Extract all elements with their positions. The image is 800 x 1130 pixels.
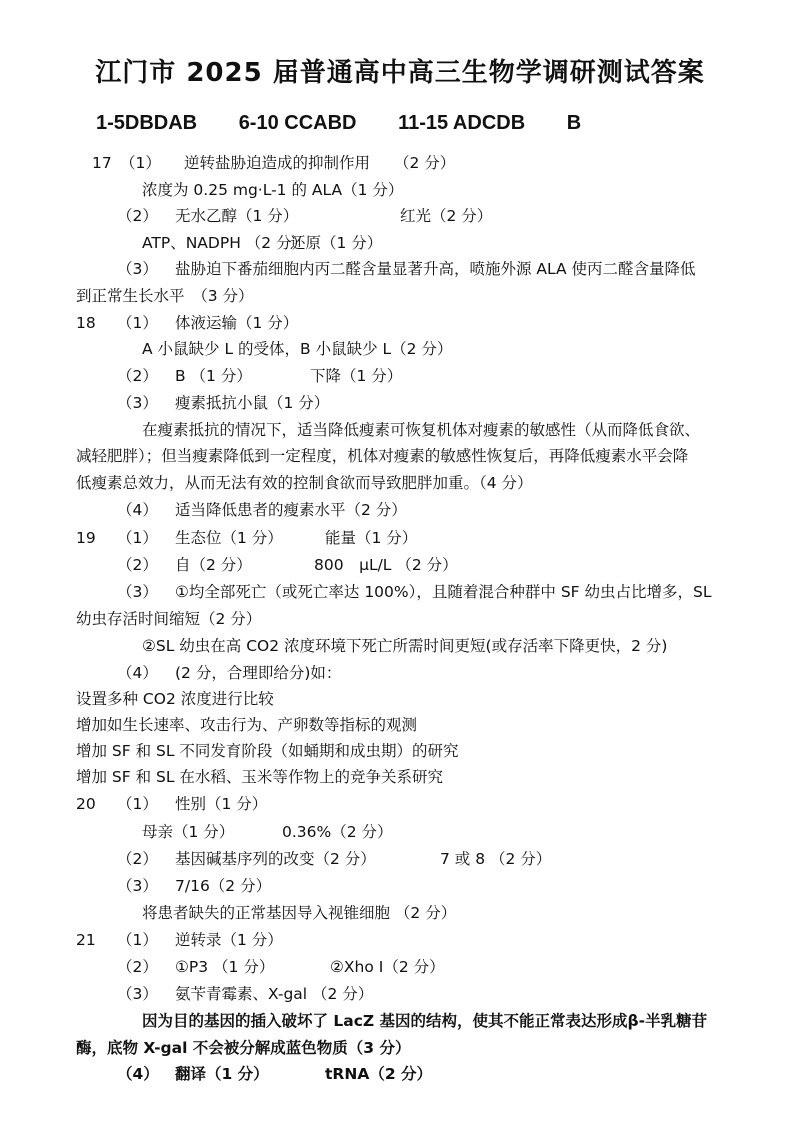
answer-line bbox=[76, 609, 261, 629]
answer-text: ①均全部死亡（或死亡率达 100%），且随着混合种群中 SF 幼虫占比增多，SL bbox=[175, 583, 712, 601]
answer-text: B （1 分） bbox=[175, 367, 252, 385]
answer-text-2: 红光（2 分） bbox=[400, 207, 493, 225]
answer-text-2: 能量（1 分） bbox=[325, 529, 418, 547]
answer-text: 因为目的基因的插入破坏了 LacZ 基因的结构，使其不能正常表达形成β-半乳糖苷 bbox=[142, 1012, 708, 1030]
sub-question: （2） bbox=[117, 207, 158, 225]
answer-text: (2 分，合理即给分)如： bbox=[175, 664, 342, 682]
sub-question: （1） bbox=[117, 529, 158, 547]
answer-text: 逆转盐胁迫造成的抑制作用 bbox=[184, 154, 371, 172]
mc-answer-6-10: 6-10 CCABD bbox=[238, 112, 357, 134]
answer-text: 设置多种 CO2 浓度进行比较 bbox=[76, 690, 274, 708]
answer-line bbox=[76, 767, 443, 787]
answer-text: A 小鼠缺少 L 的受体，B 小鼠缺少 L（2 分） bbox=[142, 340, 453, 358]
sub-question: （1） bbox=[117, 795, 158, 813]
sub-question: （3） bbox=[117, 583, 158, 601]
answer-text: 体液运输（1 分） bbox=[175, 314, 299, 332]
question-number: 20 bbox=[76, 795, 96, 813]
answer-text: 适当降低患者的瘦素水平（2 分） bbox=[175, 501, 407, 519]
question-number: 19 bbox=[76, 529, 96, 547]
score-text: （2 分） bbox=[394, 154, 456, 172]
answer-text: 瘦素抵抗小鼠（1 分） bbox=[175, 394, 330, 412]
answer-text: 自（2 分） bbox=[175, 556, 252, 574]
answer-line bbox=[142, 420, 700, 440]
sub-question: （4） bbox=[117, 664, 158, 682]
sub-question: （3） bbox=[117, 985, 158, 1003]
answer-line bbox=[76, 715, 417, 735]
sub-question: （2） bbox=[117, 556, 158, 574]
multiple-choice-answers bbox=[96, 112, 617, 135]
sub-question: （3） bbox=[117, 394, 158, 412]
mc-answer-11-15: 11-15 ADCDB bbox=[398, 112, 526, 134]
answer-line bbox=[76, 286, 254, 306]
sub-question: （2） bbox=[117, 850, 158, 868]
mc-answer-1-5: 1-5DBDAB bbox=[96, 112, 198, 134]
answer-line bbox=[142, 636, 667, 656]
answer-text-2: tRNA（2 分） bbox=[325, 1065, 432, 1083]
answer-text: 浓度为 0.25 mg·L-1 的 ALA（1 分） bbox=[142, 181, 404, 199]
answer-text: ATP、NADPH （2 分） bbox=[142, 234, 308, 252]
answer-text-2: 0.36%（2 分） bbox=[282, 823, 393, 841]
sub-question: （2） bbox=[117, 367, 158, 385]
answer-text: 在瘦素抵抗的情况下，适当降低瘦素可恢复机体对瘦素的敏感性（从而降低食欲、 bbox=[142, 421, 701, 439]
answer-text: ①P3 （1 分） bbox=[175, 958, 275, 976]
answer-text-2: 还原（1 分） bbox=[290, 234, 383, 252]
answer-text: 生态位（1 分） bbox=[175, 529, 283, 547]
sub-question: （3） bbox=[117, 260, 158, 278]
page-title: 江门市 2025 届普通高中高三生物学调研测试答案 bbox=[95, 58, 705, 88]
answer-text: ②SL 幼虫在高 CO2 浓度环境下死亡所需时间更短(或存活率下降更快，2 分) bbox=[142, 637, 668, 655]
answer-text-2: 800 μL/L （2 分） bbox=[314, 556, 458, 574]
answer-text: 盐胁迫下番茄细胞内丙二醛含量显著升高，喷施外源 ALA 使丙二醛含量降低 bbox=[175, 260, 696, 278]
answer-line bbox=[142, 903, 456, 923]
mc-answer-16: B bbox=[566, 112, 582, 134]
answer-text: 母亲（1 分） bbox=[142, 823, 235, 841]
answer-text: 幼虫存活时间缩短（2 分） bbox=[76, 610, 262, 628]
sub-question: （3） bbox=[117, 877, 158, 895]
answer-line bbox=[76, 1038, 410, 1058]
sub-question: （1） bbox=[117, 931, 158, 949]
answer-text: 低瘦素总效力，从而无法有效的控制食欲而导致肥胖加重。（4 分） bbox=[76, 474, 533, 492]
answer-text-2: ②Xho I（2 分） bbox=[330, 958, 445, 976]
answer-line bbox=[142, 1011, 707, 1031]
answer-line bbox=[76, 446, 688, 466]
sub-question: （1） bbox=[117, 314, 158, 332]
sub-question: （4） bbox=[117, 501, 158, 519]
answer-text-2: 下降（1 分） bbox=[310, 367, 403, 385]
answer-text: 逆转录（1 分） bbox=[175, 931, 283, 949]
answer-line bbox=[76, 689, 274, 709]
question-number: 21 bbox=[76, 931, 96, 949]
sub-question: （4） bbox=[117, 1065, 159, 1083]
answer-line bbox=[76, 473, 533, 493]
answer-text: 到正常生长水平 （3 分） bbox=[76, 287, 254, 305]
answer-text: 增加如生长速率、攻击行为、产卵数等指标的观测 bbox=[76, 716, 418, 734]
answer-text: 无水乙醇（1 分） bbox=[175, 207, 299, 225]
answer-line bbox=[76, 741, 458, 761]
sub-question: （2） bbox=[117, 958, 158, 976]
answer-line bbox=[142, 180, 403, 200]
answer-text: 性别（1 分） bbox=[175, 795, 268, 813]
answer-text: 减轻肥胖）；但当瘦素降低到一定程度，机体对瘦素的敏感性恢复后，再降低瘦素水平会降 bbox=[76, 447, 689, 465]
answer-line bbox=[142, 339, 452, 359]
answer-text: 翻译（1 分） bbox=[175, 1065, 269, 1083]
answer-text: 酶，底物 X-gal 不会被分解成蓝色物质（3 分） bbox=[76, 1039, 411, 1057]
answer-text: 氨苄青霉素、X-gal （2 分） bbox=[175, 985, 374, 1003]
answer-text-2: 7 或 8 （2 分） bbox=[440, 850, 552, 868]
answer-text: 将患者缺失的正常基因导入视锥细胞 （2 分） bbox=[142, 904, 457, 922]
question-number: 17 bbox=[92, 154, 112, 172]
answer-text: 增加 SF 和 SL 不同发育阶段（如蛹期和成虫期）的研究 bbox=[76, 742, 459, 760]
answer-text: 7/16（2 分） bbox=[175, 877, 272, 895]
sub-question: （1） bbox=[120, 154, 161, 172]
answer-text: 增加 SF 和 SL 在水稻、玉米等作物上的竞争关系研究 bbox=[76, 768, 443, 786]
answer-text: 基因碱基序列的改变（2 分） bbox=[175, 850, 376, 868]
question-number: 18 bbox=[76, 314, 96, 332]
